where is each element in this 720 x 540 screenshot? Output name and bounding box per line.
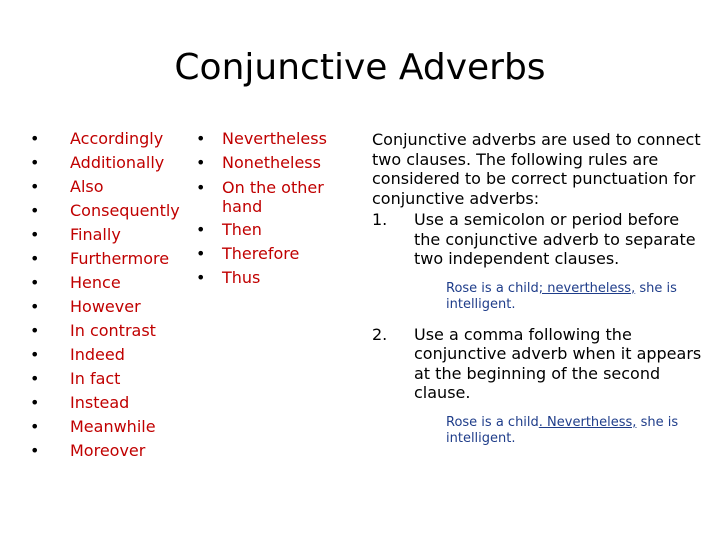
list-item: • Hence	[30, 271, 180, 295]
example-2: Rose is a child. Nevertheless, she is intelligent.	[446, 414, 679, 446]
list-item: • Moreover	[30, 439, 180, 463]
list-item: • Furthermore	[30, 247, 180, 271]
list-item: • In fact	[30, 367, 180, 391]
bullet-icon: •	[30, 417, 40, 436]
list-item: • Therefore	[196, 242, 332, 266]
slide-title: Conjunctive Adverbs	[174, 47, 546, 88]
bullet-icon: •	[30, 369, 40, 388]
example-adverb: ; nevertheless,	[538, 280, 636, 296]
list-item: • On the other hand	[196, 178, 324, 216]
list-item: • Also	[30, 175, 180, 199]
bullet-icon: •	[196, 129, 206, 148]
adverb-list-left	[30, 127, 180, 463]
rule-1	[372, 210, 702, 269]
example-1: Rose is a child; nevertheless, she is intelligent.	[446, 280, 677, 312]
list-item: • Consequently	[30, 199, 180, 223]
bullet-icon: •	[30, 249, 40, 268]
bullet-icon: •	[196, 153, 206, 172]
explanation-text	[372, 130, 702, 459]
list-item: • Additionally	[30, 151, 180, 175]
bullet-icon: •	[196, 268, 206, 287]
bullet-icon: •	[30, 201, 40, 220]
rule-2	[372, 325, 702, 403]
bullet-icon: •	[30, 321, 40, 340]
bullet-icon: •	[30, 441, 40, 460]
list-item: • Then	[196, 218, 332, 242]
rule-number: 1.	[372, 210, 388, 229]
list-item: • In contrast	[30, 319, 180, 343]
bullet-icon: •	[30, 177, 40, 196]
bullet-icon: •	[196, 220, 206, 239]
rule-number: 2.	[372, 324, 388, 344]
bullet-icon: •	[30, 345, 40, 364]
bullet-icon: •	[30, 129, 40, 148]
bullet-icon: •	[30, 273, 40, 292]
list-item: • Thus	[196, 266, 332, 290]
list-item: • Indeed	[30, 343, 180, 367]
list-item: • Accordingly	[30, 127, 180, 151]
bullet-icon: •	[30, 153, 40, 172]
list-item: • Finally	[30, 223, 180, 247]
bullet-icon: •	[30, 393, 40, 412]
rule-text: Use a comma following the conjunctive adverb when it appears at the beginning of the second clause.	[414, 324, 702, 402]
example-adverb: . Nevertheless,	[538, 414, 637, 430]
list-item: • However	[30, 295, 180, 319]
list-item: • Instead	[30, 391, 180, 415]
list-item: • Meanwhile	[30, 415, 180, 439]
list-item: • Nevertheless	[196, 127, 332, 151]
list-item: • Nonetheless	[196, 151, 332, 175]
bullet-icon: •	[196, 178, 206, 197]
bullet-icon: •	[196, 244, 206, 263]
bullet-icon: •	[30, 297, 40, 316]
adverb-list-middle	[196, 127, 332, 290]
bullet-icon: •	[30, 225, 40, 244]
intro-paragraph: Conjunctive adverbs are used to connect two clauses. The following rules are considered to be correct punctuation for conjunctive adverbs:	[372, 130, 701, 208]
rule-text: Use a semicolon or period before the conjunctive adverb to separate two independent clauses.	[414, 210, 696, 268]
